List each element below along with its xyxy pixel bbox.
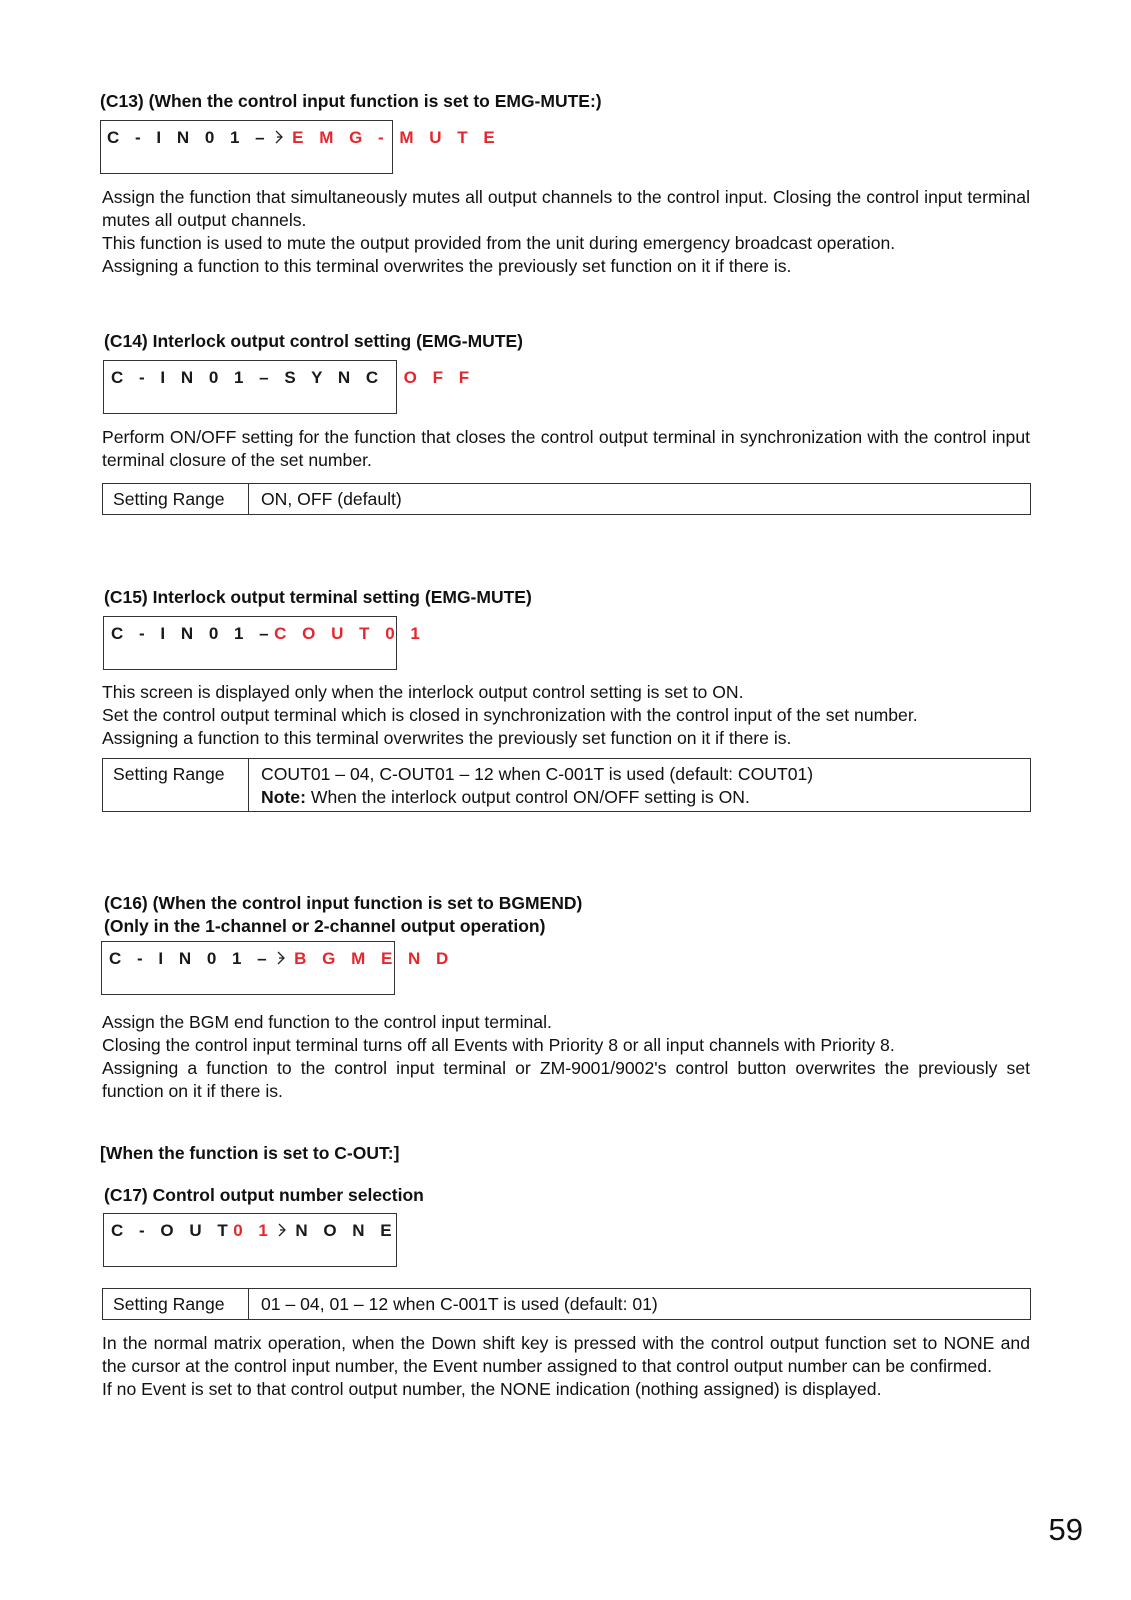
note-label: Note: (261, 787, 306, 807)
arrow-right-icon (277, 1222, 287, 1242)
c14-lcd-prefix: C - I N 0 1 – S Y N C (111, 368, 384, 387)
c15-body-line: This screen is displayed only when the interlock output control setting is set to ON. (102, 682, 744, 702)
c15-body-line: Assigning a function to this terminal overwrites the previously set function on it if there is. (102, 728, 792, 748)
c16-body (102, 1011, 1030, 1103)
cout-section-heading: [When the function is set to C-OUT:] (100, 1143, 400, 1163)
c15-lcd-prefix: C - I N 0 1 – (111, 624, 275, 643)
c17-body-line: In the normal matrix operation, when the Down shift key is pressed with the control output function set to NONE and the cursor at the control input number, the Event number assigned to that control output number can be confirmed. (102, 1333, 1030, 1376)
c17-lcd-number: 0 1 (233, 1221, 274, 1240)
c14-body-line: Perform ON/OFF setting for the function that closes the control output terminal in synchronization with the control input terminal closure of the set number. (102, 427, 1030, 470)
c15-setting-range-table (102, 758, 1031, 812)
c16-body-line: Assign the BGM end function to the control input terminal. (102, 1012, 552, 1032)
c17-heading: (C17) Control output number selection (104, 1185, 424, 1205)
setting-range-label: Setting Range (103, 1289, 249, 1319)
arrow-right-icon (276, 950, 286, 970)
c16-body-line: Closing the control input terminal turns off all Events with Priority 8 or all input channels with Priority 8. (102, 1035, 895, 1055)
c16-body-line: Assigning a function to the control input terminal or ZM-9001/9002's control button overwrites the previously set function on it if there is. (102, 1058, 1030, 1101)
arrow-right-icon (274, 129, 284, 149)
note-text: When the interlock output control ON/OFF setting is ON. (305, 787, 750, 807)
c17-body (102, 1332, 1030, 1401)
setting-range-note (261, 786, 1024, 809)
c13-body-line: Assign the function that simultaneously mutes all output channels to the control input. Closing the control input terminal mutes all output channels. (102, 187, 1030, 230)
setting-range-label: Setting Range (103, 759, 249, 811)
c17-lcd-display (103, 1213, 397, 1267)
setting-range-value (261, 763, 1024, 809)
setting-range-value-text: COUT01 – 04, C-OUT01 – 12 when C-001T is used (default: COUT01) (261, 764, 814, 784)
c14-heading: (C14) Interlock output control setting (EMG-MUTE) (104, 331, 524, 351)
c16-subheading: (Only in the 1-channel or 2-channel output operation) (104, 916, 546, 936)
c17-body-line: If no Event is set to that control output number, the NONE indication (nothing assigned) is displayed. (102, 1379, 882, 1399)
c17-lcd-value: N O N E (295, 1221, 398, 1240)
c15-lcd-value: C O U T 0 1 (274, 624, 426, 643)
c14-lcd-display (103, 360, 475, 414)
c16-lcd-prefix: C - I N 0 1 – (109, 949, 273, 968)
c13-heading: (C13) (When the control input function is set to EMG-MUTE:) (100, 91, 602, 111)
c17-setting-range-table (102, 1288, 1031, 1320)
c13-body (102, 186, 1030, 278)
c14-setting-range-table (102, 483, 1031, 515)
c13-lcd-prefix: C - I N 0 1 – (107, 128, 271, 147)
c16-lcd-value: B G M E N D (294, 949, 454, 968)
c13-lcd-display (100, 120, 501, 174)
setting-range-label: Setting Range (103, 484, 249, 514)
c14-body (102, 426, 1030, 472)
page-number: 59 (1048, 1512, 1083, 1547)
c15-lcd-display (103, 616, 426, 670)
c17-lcd-prefix: C - O U T (111, 1221, 234, 1240)
setting-range-value: ON, OFF (default) (261, 489, 402, 509)
c13-body-line: Assigning a function to this terminal overwrites the previously set function on it if there is. (102, 256, 792, 276)
c16-heading: (C16) (When the control input function is set to BGMEND) (104, 893, 583, 913)
setting-range-value: 01 – 04, 01 – 12 when C-001T is used (default: 01) (261, 1294, 658, 1314)
c13-lcd-value: E M G - M U T E (292, 128, 501, 147)
c15-heading: (C15) Interlock output terminal setting (EMG-MUTE) (104, 587, 532, 607)
c16-lcd-display (101, 941, 454, 995)
c15-body (102, 681, 1030, 750)
c13-body-line: This function is used to mute the output provided from the unit during emergency broadcast operation. (102, 233, 896, 253)
c15-body-line: Set the control output terminal which is closed in synchronization with the control input of the set number. (102, 705, 918, 725)
c14-lcd-value: O F F (403, 368, 475, 387)
